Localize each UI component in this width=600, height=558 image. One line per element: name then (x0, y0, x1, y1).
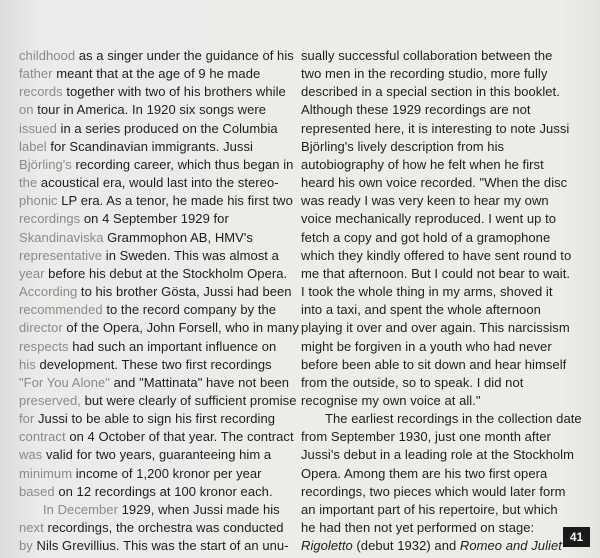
paragraph-start-line: In December 1929, when Jussi made his (43, 501, 280, 517)
text-line: childhood as a singer under the guidance of his (19, 48, 294, 63)
text-line: Although these 1929 recordings are not (301, 102, 531, 118)
left-text-column (19, 47, 299, 555)
text-line: two men in the recording studio, more fully (301, 66, 548, 82)
text-line: based on 12 recordings at 100 kronor each. (19, 483, 273, 499)
text-line: into a taxi, and spent the whole afternoon (301, 302, 541, 318)
text-line: for Jussi to be able to sign his first recording (19, 411, 276, 427)
text-line: fetch a copy and got hold of a gramophone (301, 229, 551, 245)
text-line: respects had such an important influence on (19, 338, 277, 354)
text-line: from the outside, so to speak. I did not (301, 374, 524, 390)
text-line: was ready I was very keen to hear my own (301, 193, 549, 209)
text-line: autobiography of how he felt when he first (301, 156, 544, 172)
text-line: "For You Alone" and "Mattinata" have not been (19, 374, 290, 390)
text-line: Björling's recording career, which thus began in (19, 156, 294, 172)
paragraph-start-line: The earliest recordings in the collection date (325, 411, 582, 427)
text-line: Jussi's debut in a leading role at the Stockholm (301, 447, 574, 463)
text-line: recognise my own voice at all." (301, 392, 481, 408)
text-line: an important part of his repertoire, but which (301, 501, 558, 517)
text-line: before been able to sit down and hear himself (301, 356, 567, 372)
text-line: might be forgiven in a youth who had never (301, 338, 552, 354)
text-line: label for Scandinavian immigrants. Jussi (19, 138, 253, 154)
text-line: recordings on 4 September 1929 for (19, 211, 229, 227)
text-line: Skandinaviska Grammophon AB, HMV's (19, 229, 253, 245)
text-line: Rigoletto (debut 1932) and Romeo and Juliet (301, 538, 562, 554)
text-line: he had then not yet performed on stage: (301, 520, 535, 536)
text-line: contract on 4 October of that year. The contract (19, 429, 294, 445)
text-line: recommended to the record company by the (19, 302, 277, 318)
text-line: his development. These two first recordings (19, 356, 272, 372)
page-number-badge: 41 (563, 527, 590, 547)
text-line: next recordings, the orchestra was conducted (19, 520, 284, 536)
text-line: issued in a series produced on the Columbia (19, 120, 278, 136)
text-line: by Nils Grevillius. This was the start of an unu- (19, 538, 289, 554)
text-line: playing it over and over again. This narcissism (301, 320, 570, 336)
text-line: Björling's lively description from his (301, 138, 505, 154)
text-line: voice mechanically reproduced. I went up to (301, 211, 557, 227)
text-line: heard his own voice recorded. "When the disc (301, 175, 568, 191)
text-line: from September 1930, just one month after (301, 429, 551, 445)
text-line: father meant that at the age of 9 he made (19, 66, 261, 82)
text-line: minimum income of 1,200 kronor per year (19, 465, 262, 481)
text-line: represented here, it is interesting to note Jussi (301, 120, 570, 136)
opera-title: Rigoletto (301, 538, 353, 554)
text-line: which they kindly offered to have sent round to (301, 247, 572, 263)
text-line: Opera. Among them are his two first opera (301, 465, 548, 481)
text-line: According to his brother Gösta, Jussi had been (19, 284, 292, 300)
text-line: records together with two of his brothers while (19, 84, 286, 100)
text-line: sually successful collaboration between the (301, 48, 553, 63)
text-line: was valid for two years, guaranteeing him a (19, 447, 272, 463)
text-line: described in a special section in this booklet. (301, 84, 560, 100)
text-line: director of the Opera, John Forsell, who in many (19, 320, 299, 336)
text-line: the acoustical era, would last into the stereo- (19, 175, 279, 191)
text-line: recordings, two pieces which would later form (301, 483, 566, 499)
text-line: phonic LP era. As a tenor, he made his first two (19, 193, 293, 209)
text-line: year before his debut at the Stockholm Opera. (19, 265, 288, 281)
text-line: preserved, but were clearly of sufficient promise (19, 392, 297, 408)
text-line: me that afternoon. But I could not bear to wait. (301, 265, 571, 281)
text-line: representative in Sweden. This was almost a (19, 247, 279, 263)
text-line: I took the whole thing in my arms, shoved it (301, 284, 553, 300)
text-line: on tour in America. In 1920 six songs were (19, 102, 267, 118)
opera-title: Romeo and Juliet (459, 538, 562, 554)
